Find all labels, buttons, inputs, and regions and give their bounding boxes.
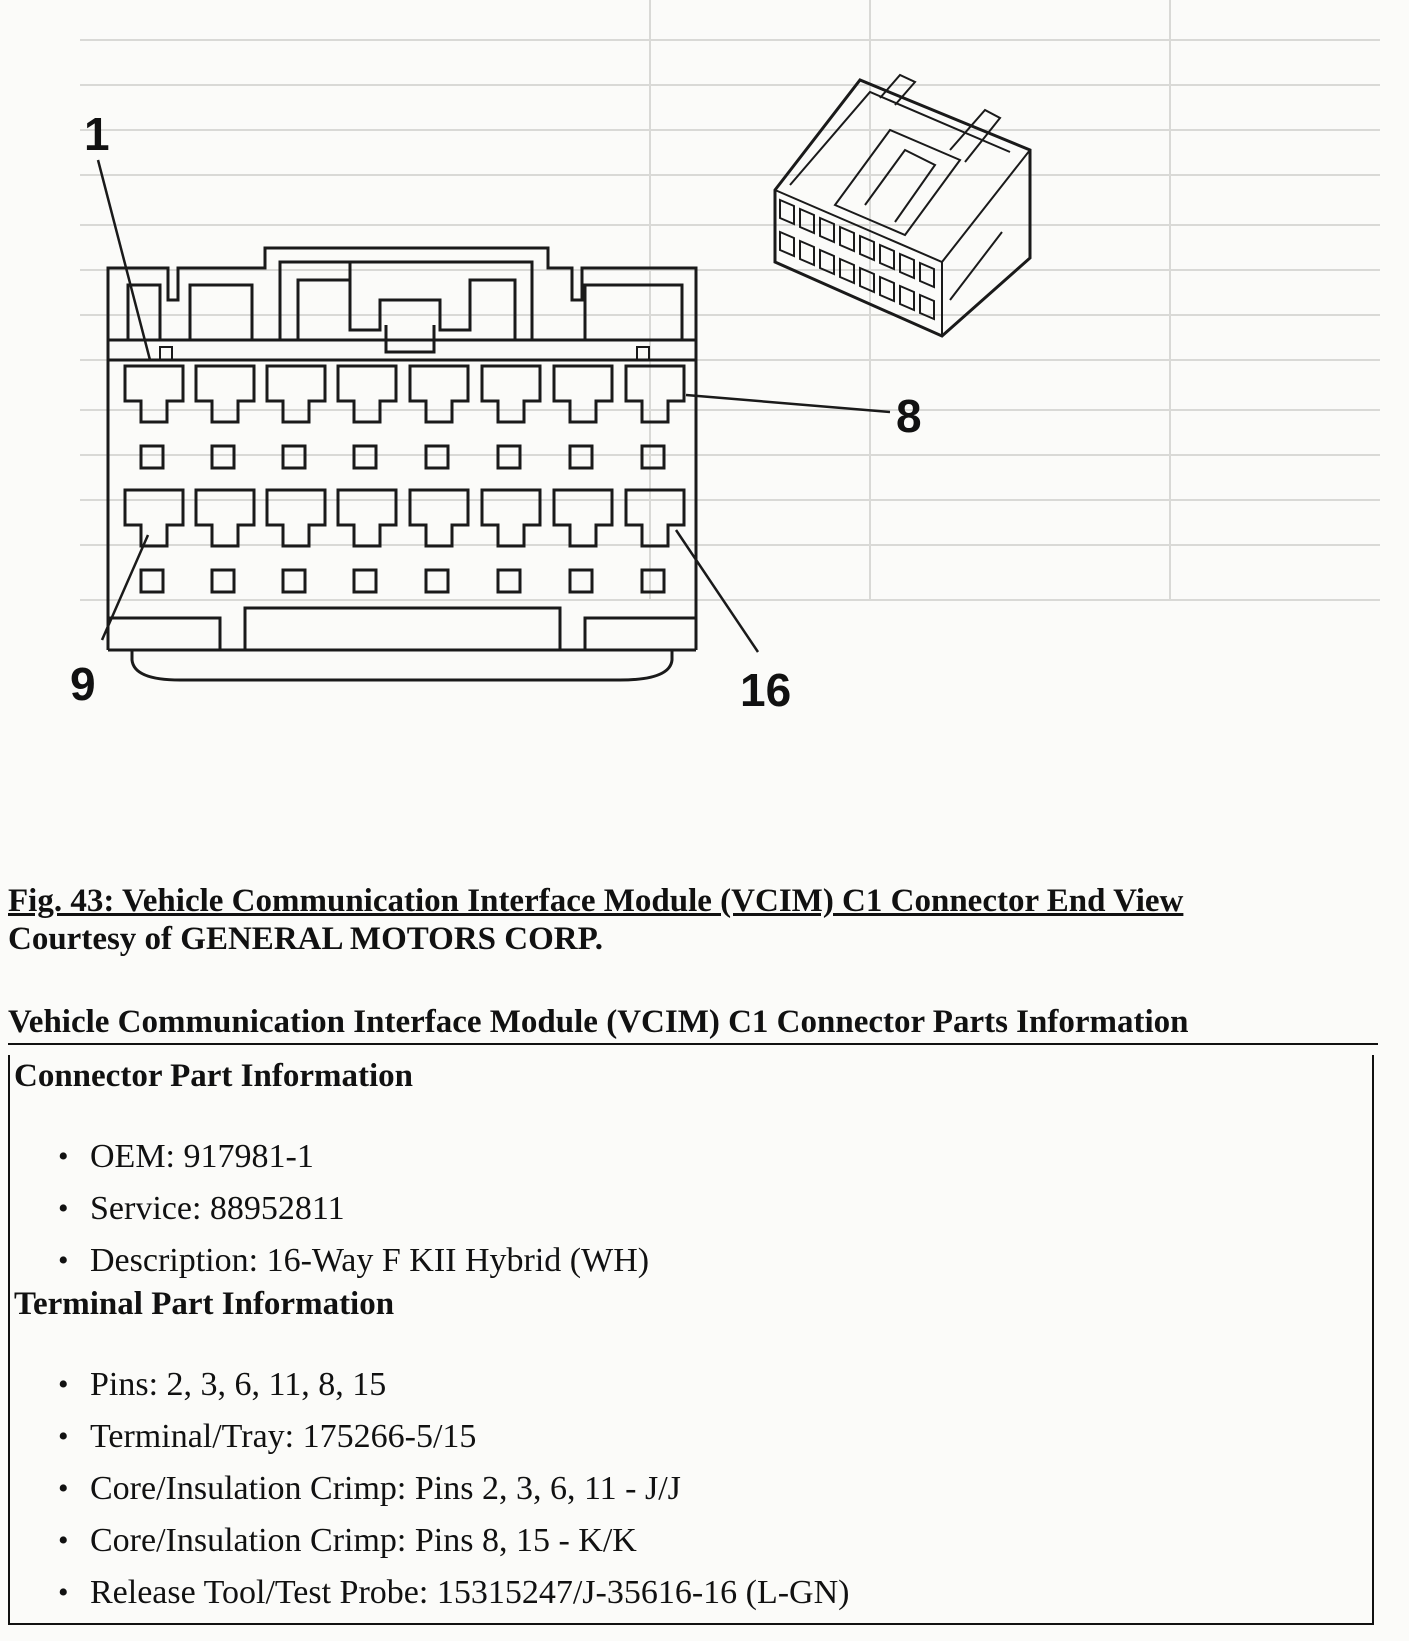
cavity-lock-square <box>283 570 305 592</box>
pin-label-1: 1 <box>84 108 110 160</box>
iso-cavity <box>800 241 814 265</box>
iso-cavity <box>800 209 814 233</box>
connector-isometric-view <box>775 75 1030 336</box>
cavity-lock-square <box>283 446 305 468</box>
terminal-cavity-4 <box>338 366 396 422</box>
iso-cavity <box>820 250 834 274</box>
cavity-lock-square <box>141 570 163 592</box>
figure-title: Fig. 43: Vehicle Communication Interface Module (VCIM) C1 Connector End View <box>8 883 1184 919</box>
list-item: • Description: 16-Way F KII Hybrid (WH) <box>10 1235 1372 1287</box>
terminal-part-information <box>10 1283 1372 1619</box>
list-item: • Release Tool/Test Probe: 15315247/J-35616-16 (L-GN) <box>10 1567 1372 1619</box>
iso-cavity <box>780 200 794 224</box>
terminal-cavity-5 <box>410 366 468 422</box>
cavity-lock-square <box>354 570 376 592</box>
iso-cavity <box>840 227 854 251</box>
list-item: • Pins: 2, 3, 6, 11, 8, 15 <box>10 1359 1372 1411</box>
cavity-lock-square <box>498 570 520 592</box>
terminal-cavity-15 <box>554 490 612 546</box>
terminal-cavity-16 <box>626 490 684 546</box>
pin-callouts <box>98 160 890 652</box>
terminal-cavity-10 <box>196 490 254 546</box>
callout-line-pin-16 <box>676 530 758 652</box>
iso-cavity <box>860 268 874 292</box>
connector-part-heading: Connector Part Information <box>14 1058 413 1094</box>
connector-part-list <box>10 1131 1372 1287</box>
pin-label-9: 9 <box>70 658 96 710</box>
cavity-lock-square <box>426 570 448 592</box>
figure-courtesy: Courtesy of GENERAL MOTORS CORP. <box>8 921 603 957</box>
parts-information-box <box>8 1055 1374 1625</box>
cavity-lock-square <box>570 570 592 592</box>
iso-cavity <box>840 259 854 283</box>
connector-part-information <box>10 1055 1372 1287</box>
cavity-lock-square <box>498 446 520 468</box>
terminal-part-list <box>10 1359 1372 1619</box>
iso-cavity <box>880 277 894 301</box>
terminal-cavity-3 <box>267 366 325 422</box>
list-item: • Terminal/Tray: 175266-5/15 <box>10 1411 1372 1463</box>
iso-cavity <box>820 218 834 242</box>
iso-cavity <box>860 236 874 260</box>
cavity-lock-square <box>642 570 664 592</box>
iso-cavity <box>780 232 794 256</box>
iso-cavity <box>920 263 934 287</box>
parts-information-title: Vehicle Communication Interface Module (VCIM) C1 Connector Parts Information <box>8 1003 1378 1045</box>
cavity-lock-square <box>570 446 592 468</box>
terminal-cavities <box>125 366 684 592</box>
terminal-cavity-13 <box>410 490 468 546</box>
figure-caption <box>8 882 1348 958</box>
terminal-cavity-11 <box>267 490 325 546</box>
cavity-lock-square <box>642 446 664 468</box>
iso-cavity <box>880 245 894 269</box>
terminal-cavity-7 <box>554 366 612 422</box>
iso-cavity <box>900 254 914 278</box>
cavity-lock-square <box>212 446 234 468</box>
pin-label-16: 16 <box>740 664 792 716</box>
list-item: • OEM: 917981-1 <box>10 1131 1372 1183</box>
callout-line-pin-1 <box>98 160 150 360</box>
terminal-cavity-14 <box>482 490 540 546</box>
connector-end-view-diagram <box>0 0 1409 760</box>
iso-cavity <box>900 286 914 310</box>
list-item: • Service: 88952811 <box>10 1183 1372 1235</box>
terminal-cavity-1 <box>125 366 183 422</box>
terminal-cavity-9 <box>125 490 183 546</box>
list-item: • Core/Insulation Crimp: Pins 2, 3, 6, 11 - J/J <box>10 1463 1372 1515</box>
cavity-lock-square <box>426 446 448 468</box>
callout-line-pin-8 <box>686 395 890 412</box>
list-item: • Core/Insulation Crimp: Pins 8, 15 - K/K <box>10 1515 1372 1567</box>
cavity-lock-square <box>212 570 234 592</box>
cavity-lock-square <box>354 446 376 468</box>
pin-label-8: 8 <box>896 390 922 442</box>
terminal-cavity-2 <box>196 366 254 422</box>
connector-housing <box>108 248 696 680</box>
iso-cavity <box>920 295 934 319</box>
terminal-cavity-12 <box>338 490 396 546</box>
terminal-cavity-6 <box>482 366 540 422</box>
terminal-part-heading: Terminal Part Information <box>14 1286 395 1322</box>
cavity-lock-square <box>141 446 163 468</box>
terminal-cavity-8 <box>626 366 684 422</box>
